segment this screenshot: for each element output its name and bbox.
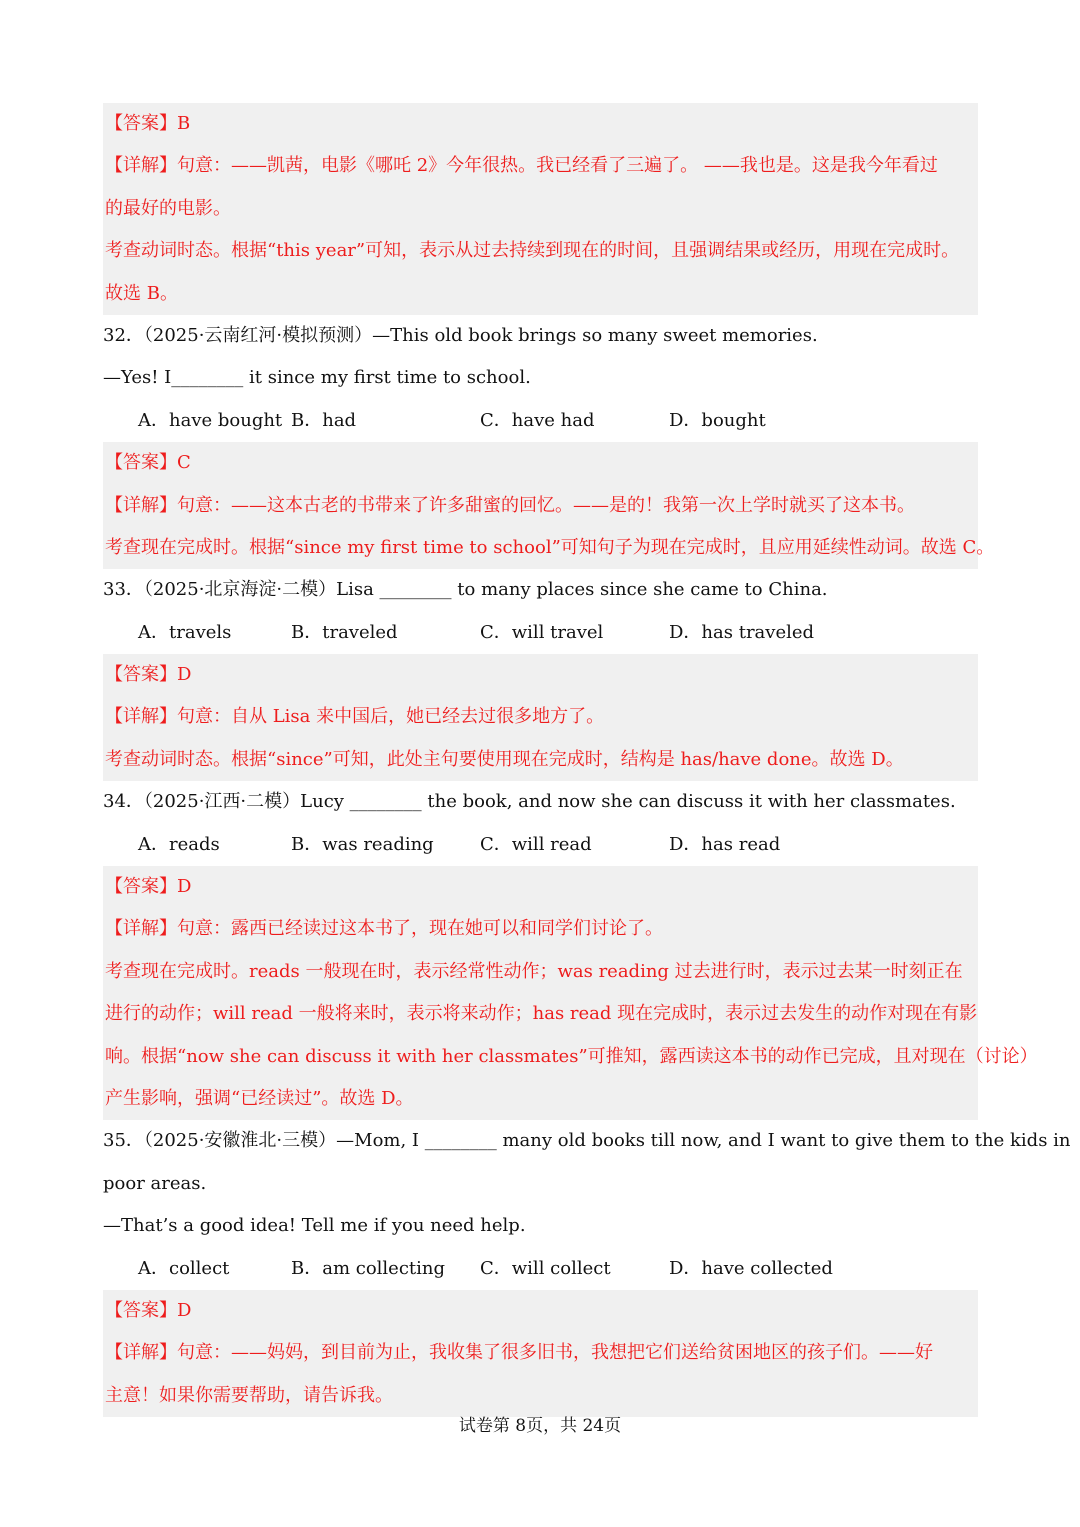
option-b: B．am collecting <box>291 1257 446 1279</box>
answer-label: 【答案】D <box>105 876 192 898</box>
answer-detail-line: 考查现在完成时。根据“since my first time to school”可知句子为现在完成时，且应用延续性动词。故选 C。 <box>105 536 995 558</box>
answer-detail-line: 响。根据“now she can discuss it with her classmates”可推知，露西读这本书的动作已完成，且对现在（讨论） <box>105 1045 1038 1067</box>
option-d: D．has read <box>669 833 781 855</box>
answer-label: 【答案】C <box>105 452 191 474</box>
options-row <box>103 612 978 654</box>
option-a: A．have bought <box>138 409 283 431</box>
answer-detail-line: 的最好的电影。 <box>105 197 231 219</box>
answer-detail-line: 【详解】句意：露西已经读过这本书了，现在她可以和同学们讨论了。 <box>105 918 663 940</box>
option-a: A．reads <box>138 833 220 855</box>
question-text: 33．（2025·北京海淀·二模）Lisa ________ to many places since she came to China. <box>103 579 828 601</box>
option-c: C．have had <box>480 409 595 431</box>
answer-detail-line: 考查现在完成时。reads 一般现在时，表示经常性动作；was reading 过去进行时，表示过去某一时刻正在 <box>105 960 963 982</box>
option-b: B．was reading <box>291 833 434 855</box>
answer-detail-line: 进行的动作；will read 一般将来时，表示将来动作；has read 现在完成时，表示过去发生的动作对现在有影 <box>105 1003 978 1025</box>
option-a: A．travels <box>138 621 232 643</box>
answer-label: 【答案】B <box>105 113 191 134</box>
option-b: B．traveled <box>291 621 398 643</box>
page-footer: 试卷第 8页，共 24页 <box>458 1416 622 1436</box>
question-text: 35．（2025·安徽淮北·三模）—Mom, I ________ many old books till now, and I want to give them to the kids in <box>103 1130 1071 1152</box>
answer-detail-line: 【详解】句意：——这本古老的书带来了许多甜蜜的回忆。——是的！我第一次上学时就买了这本书。 <box>105 494 915 516</box>
question-text: 32．（2025·云南红河·模拟预测）—This old book brings so many sweet memories. <box>103 324 818 346</box>
answer-detail-line: 故选 B。 <box>105 282 178 304</box>
answer-detail-line: 【详解】句意：——凯茜，电影《哪吒 2》今年很热。我已经看了三遍了。 ——我也是。这是我今年看过 <box>105 155 938 177</box>
answer-block <box>103 1290 978 1417</box>
answer-detail-line: 【详解】句意：自从 Lisa 来中国后，她已经去过很多地方了。 <box>105 706 605 728</box>
page-content <box>103 103 1071 1417</box>
options-row <box>103 1248 978 1290</box>
answer-block <box>103 866 1038 1120</box>
answer-label: 【答案】D <box>105 1299 192 1321</box>
option-c: C．will travel <box>480 621 604 643</box>
option-d: D．has traveled <box>669 621 815 643</box>
question-text: 34．（2025·江西·二模）Lucy ________ the book, and now she can discuss it with her classmates. <box>103 791 956 813</box>
answer-block <box>103 103 978 315</box>
answer-block <box>103 654 978 781</box>
option-d: D．have collected <box>669 1257 833 1279</box>
question-text: poor areas. <box>103 1172 207 1194</box>
option-c: C．will read <box>480 833 592 855</box>
answer-detail-line: 【详解】句意：——妈妈，到目前为止，我收集了很多旧书，我想把它们送给贫困地区的孩子们。——好 <box>105 1342 933 1364</box>
option-d: D．bought <box>669 409 766 431</box>
options-row <box>103 400 978 442</box>
answer-detail-line: 主意！如果你需要帮助，请告诉我。 <box>105 1384 393 1406</box>
options-row <box>103 824 978 866</box>
answer-detail-line: 考查动词时态。根据“since”可知，此处主句要使用现在完成时，结构是 has/have done。故选 D。 <box>105 748 904 770</box>
answer-detail-line: 考查动词时态。根据“this year”可知，表示从过去持续到现在的时间，且强调结果或经历，用现在完成时。 <box>105 240 960 262</box>
option-a: A．collect <box>138 1257 230 1279</box>
option-b: B．had <box>291 409 357 431</box>
question-text: —Yes! I________ it since my first time to school. <box>103 367 531 389</box>
answer-detail-line: 产生影响，强调“已经读过”。故选 D。 <box>105 1087 414 1109</box>
question-text: —That’s a good idea! Tell me if you need help. <box>103 1215 526 1237</box>
answer-block <box>103 442 995 569</box>
answer-label: 【答案】D <box>105 664 192 686</box>
option-c: C．will collect <box>480 1257 611 1279</box>
